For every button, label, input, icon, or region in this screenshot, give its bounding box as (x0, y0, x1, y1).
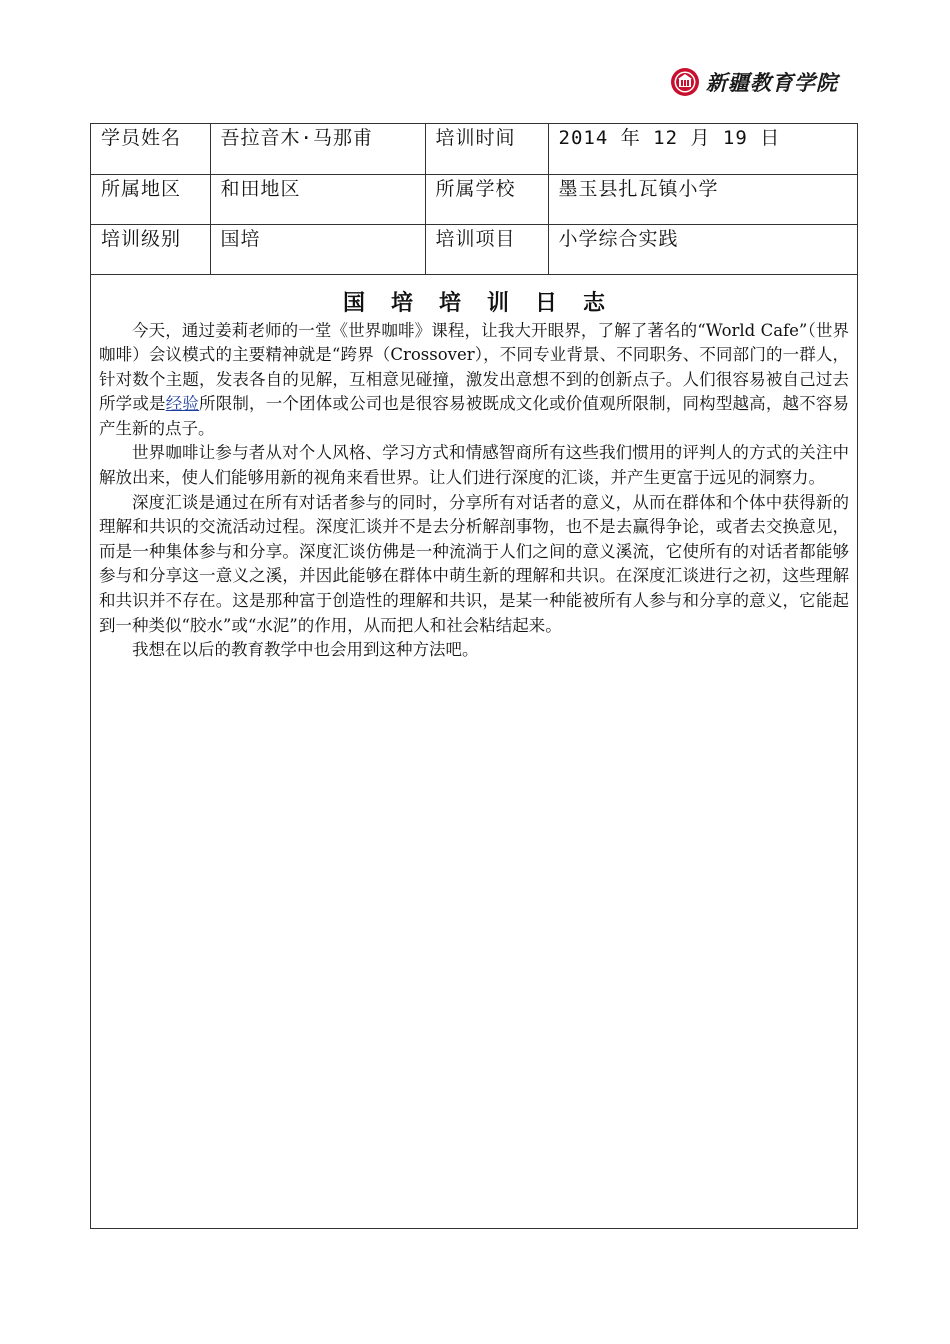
table-row (91, 124, 857, 174)
log-paragraph: 世界咖啡让参与者从对个人风格、学习方式和情感智商所有这些我们惯用的评判人的方式的关注中解放出来，使人们能够用新的视角来看世界。让人们进行深度的汇谈，并产生更富于远见的洞察力。 (99, 443, 849, 488)
label-region: 所属地区 (91, 174, 210, 224)
institution-name: 新疆教育学院 (706, 70, 838, 95)
log-paragraph: 深度汇谈是通过在所有对话者参与的同时，分享所有对话者的意义，从而在群体和个体中获得新的理解和共识的交流活动过程。深度汇谈并不是去分析解剖事物，也不是去赢得争论，或者去交换意见，而是一种集体参与和分享。深度汇谈仿佛是一种流淌于人们之间的意义溪流，它使所有的对话者都能够参与和分享这一意义之溪，并因此能够在群体中萌生新的理解和共识。在深度汇谈进行之初，这些理解和共识并不存在。这是那种富于创造性的理解和共识，是某一种能被所有人参与和分享的意义，它能起到一种类似“胶水”或“水泥”的作用，从而把人和社会粘结起来。 (99, 492, 849, 635)
label-project: 培训项目 (425, 224, 548, 274)
institution-logo (670, 66, 875, 98)
value-region: 和田地区 (210, 174, 425, 224)
training-log-form (90, 123, 858, 1229)
log-paragraph (99, 319, 849, 442)
trainee-info-table (91, 124, 857, 275)
table-row (91, 174, 857, 224)
value-name: 吾拉音木·马那甫 (210, 124, 425, 174)
log-body (91, 319, 857, 663)
value-level: 国培 (210, 224, 425, 274)
value-project: 小学综合实践 (548, 224, 857, 274)
log-title: 国培培训日志 (342, 290, 631, 316)
label-level: 培训级别 (91, 224, 210, 274)
table-row (91, 224, 857, 274)
label-training-time: 培训时间 (425, 124, 548, 174)
log-paragraph: 我想在以后的教育教学中也会用到这种方法吧。 (132, 640, 479, 660)
school-seal-icon (670, 67, 700, 97)
label-school: 所属学校 (425, 174, 548, 224)
log-p1-text: 今天，通过姜莉老师的一堂《世界咖啡》课程，让我大开眼界，了解了著名的“World Cafe”（世界咖啡）会议模式的主要精神就是“跨界（Crossover），不同专业背景、不同职务、不同部门的一群人，针对数个主题，发表各自的见解，互相意见碰撞，激发出意想不到的创新点子。人们很容易被自己过去所学或是 (99, 320, 849, 414)
log-p1-text-end: 所限制，一个团体或公司也是很容易被既成文化或价值观所限制，同构型越高，越不容易产生新的点子。 (99, 394, 850, 438)
value-training-time: 2014 年 12 月 19 日 (548, 124, 857, 174)
value-school: 墨玉县扎瓦镇小学 (548, 174, 857, 224)
experience-link[interactable]: 经验 (165, 394, 200, 414)
label-name: 学员姓名 (91, 124, 210, 174)
